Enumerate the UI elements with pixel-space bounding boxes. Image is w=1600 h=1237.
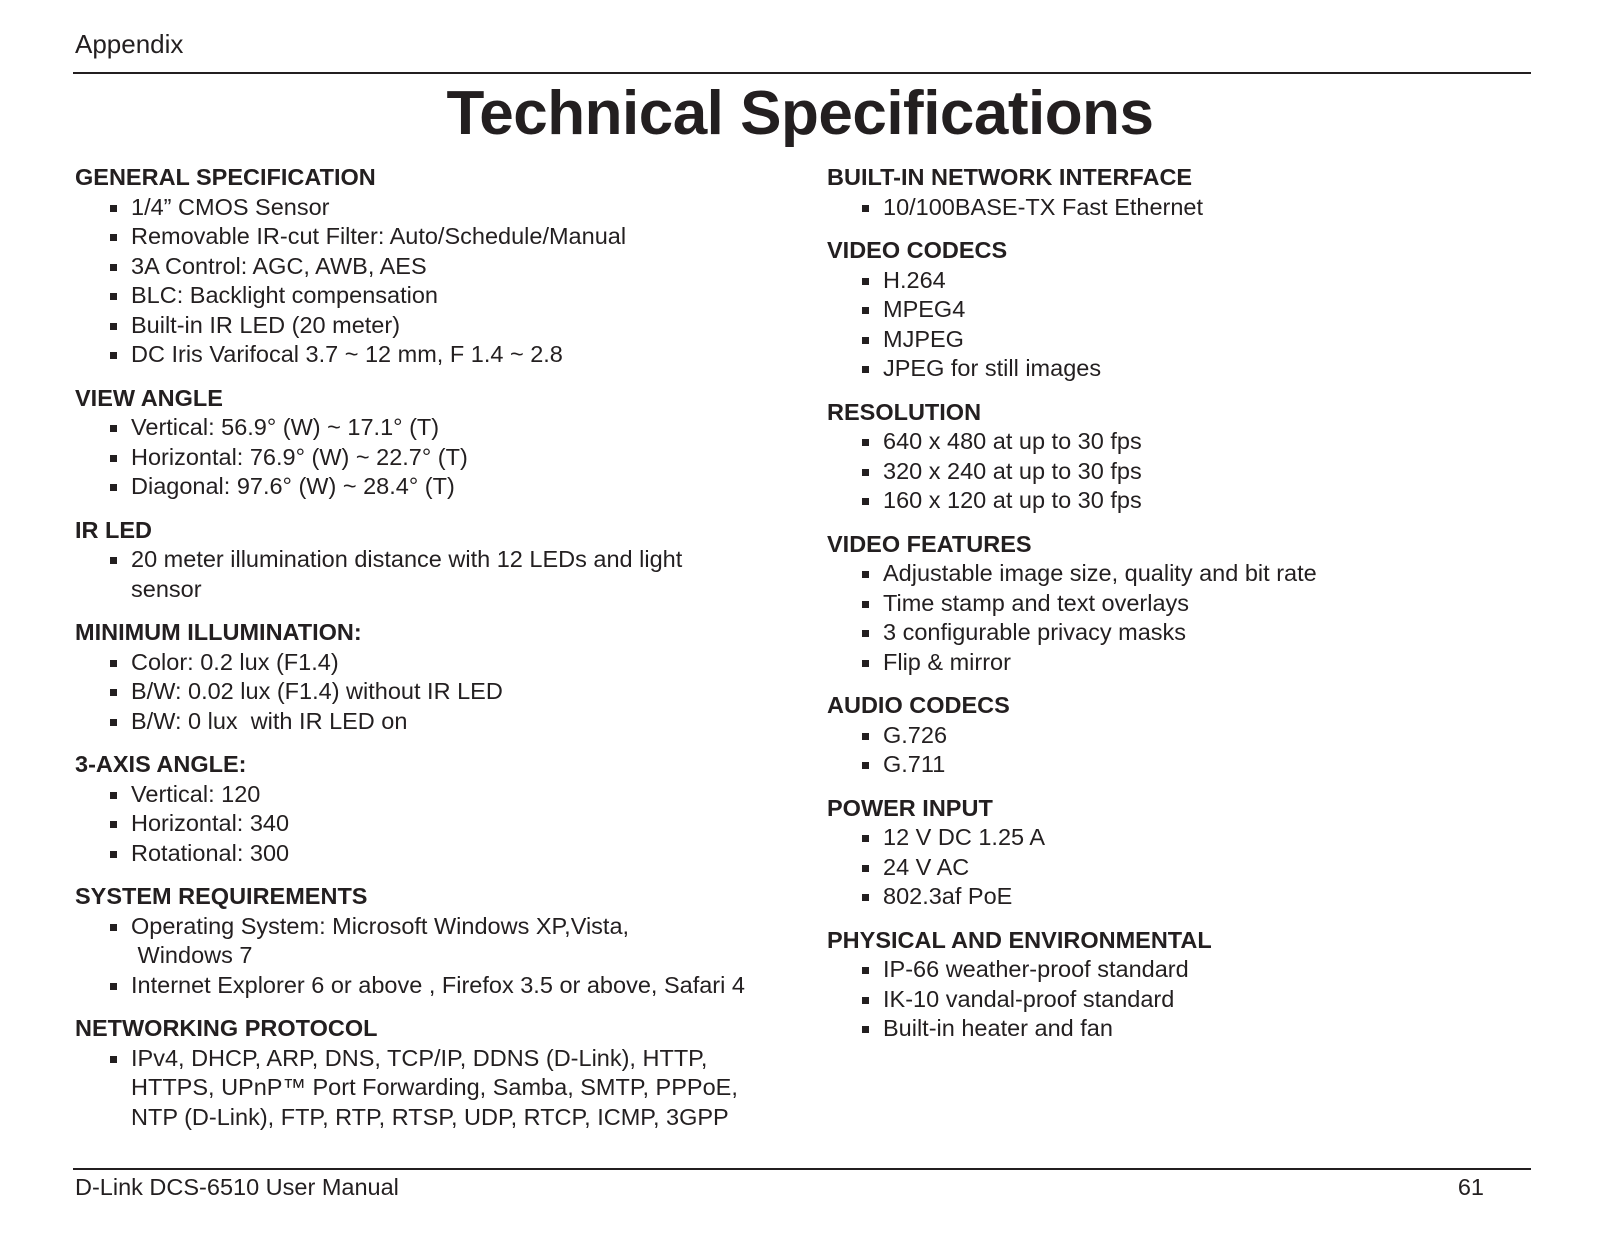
spec-list-item — [827, 882, 1527, 912]
spec-heading: RESOLUTION — [827, 398, 982, 425]
spec-list-item — [827, 853, 1527, 883]
spec-item-text: 3A Control: AGC, AWB, AES — [131, 252, 427, 279]
spec-item-text: BLC: Backlight compensation — [131, 282, 438, 308]
spec-list — [827, 955, 1527, 1044]
spec-list-item — [75, 677, 795, 707]
spec-item-text: 24 V AC — [883, 853, 970, 880]
square-bullet-icon — [110, 293, 117, 300]
spec-heading: POWER INPUT — [827, 794, 993, 821]
spec-section — [827, 926, 1527, 1044]
spec-heading: GENERAL SPECIFICATION — [75, 164, 376, 190]
spec-list-item — [75, 222, 795, 252]
right-spec-column — [827, 163, 1527, 1058]
spec-section — [827, 236, 1527, 384]
square-bullet-icon — [110, 425, 117, 432]
spec-list-item — [827, 721, 1527, 751]
square-bullet-icon — [110, 851, 117, 858]
spec-item-text: DC Iris Varifocal 3.7 ~ 12 mm, F 1.4 ~ 2.8 — [131, 341, 563, 367]
spec-section — [827, 398, 1527, 516]
square-bullet-icon — [110, 557, 117, 564]
spec-item-text: 320 x 240 at up to 30 fps — [883, 457, 1142, 484]
spec-section — [827, 163, 1527, 222]
square-bullet-icon — [110, 689, 117, 696]
spec-heading: VIDEO FEATURES — [827, 530, 1032, 557]
square-bullet-icon — [110, 792, 117, 799]
spec-list-item — [827, 486, 1527, 516]
square-bullet-icon — [110, 983, 117, 990]
spec-item-text: Removable IR-cut Filter: Auto/Schedule/Manual — [131, 223, 627, 249]
spec-list-item — [75, 413, 795, 443]
spec-list — [827, 193, 1527, 223]
spec-item-text: 12 V DC 1.25 A — [883, 824, 1045, 850]
spec-list-item — [827, 457, 1527, 487]
spec-section — [827, 530, 1527, 678]
square-bullet-icon — [862, 660, 869, 667]
spec-list-item — [75, 443, 795, 473]
square-bullet-icon — [862, 967, 869, 974]
spec-list — [827, 823, 1527, 912]
spec-item-text: Built-in heater and fan — [883, 1015, 1113, 1041]
spec-heading: MINIMUM ILLUMINATION: — [75, 619, 362, 645]
spec-list-item — [75, 193, 795, 223]
square-bullet-icon — [862, 894, 869, 901]
spec-item-text: Vertical: 56.9° (W) ~ 17.1° (T) — [131, 414, 440, 440]
spec-item-text: Time stamp and text overlays — [883, 589, 1190, 616]
spec-item-text: Internet Explorer 6 or above , Firefox 3.5 or above, Safari 4 — [131, 971, 745, 998]
spec-list — [75, 648, 795, 737]
spec-list-item — [827, 559, 1527, 589]
spec-list — [827, 559, 1527, 677]
spec-list-item — [827, 648, 1527, 678]
spec-list-item — [75, 971, 795, 1001]
spec-list-item — [75, 912, 795, 971]
spec-list — [75, 413, 795, 502]
page-number: 61 — [1457, 1174, 1484, 1200]
spec-item-text: 802.3af PoE — [883, 883, 1013, 909]
spec-list-item — [75, 1044, 795, 1133]
spec-item-text: Horizontal: 340 — [131, 810, 290, 836]
spec-list-item — [827, 325, 1527, 355]
spec-list — [75, 545, 795, 604]
spec-section — [75, 516, 795, 605]
spec-item-text: G.726 — [883, 721, 948, 748]
spec-item-text: 3 configurable privacy masks — [883, 619, 1187, 645]
square-bullet-icon — [110, 205, 117, 212]
square-bullet-icon — [862, 762, 869, 769]
section-label: Appendix — [75, 29, 184, 59]
square-bullet-icon — [862, 630, 869, 637]
spec-list-item — [827, 955, 1527, 985]
square-bullet-icon — [862, 469, 869, 476]
square-bullet-icon — [110, 821, 117, 828]
spec-list-item — [827, 823, 1527, 853]
square-bullet-icon — [862, 205, 869, 212]
spec-heading: VIEW ANGLE — [75, 384, 223, 411]
square-bullet-icon — [862, 439, 869, 446]
spec-heading: AUDIO CODECS — [827, 692, 1010, 718]
spec-list — [75, 780, 795, 869]
square-bullet-icon — [110, 323, 117, 330]
spec-list-item — [75, 780, 795, 810]
spec-heading: VIDEO CODECS — [827, 237, 1008, 263]
spec-section — [75, 1014, 795, 1132]
spec-section — [75, 750, 795, 868]
spec-item-text: Flip & mirror — [883, 648, 1011, 675]
spec-list-item — [827, 295, 1527, 325]
spec-list-item — [827, 427, 1527, 457]
spec-item-text: H.264 — [883, 266, 946, 293]
spec-list — [827, 266, 1527, 384]
spec-list-item — [827, 266, 1527, 296]
spec-list-item — [75, 311, 795, 341]
spec-section — [75, 618, 795, 736]
spec-item-text: B/W: 0.02 lux (F1.4) without IR LED — [131, 678, 503, 704]
square-bullet-icon — [862, 498, 869, 505]
square-bullet-icon — [862, 835, 869, 842]
footer-rule — [73, 1168, 1531, 1170]
spec-item-text: Operating System: Microsoft Windows XP,Vista, Windows 7 — [131, 912, 630, 968]
spec-list-item — [75, 472, 795, 502]
header-rule — [73, 72, 1531, 74]
spec-item-text: Built-in IR LED (20 meter) — [131, 311, 401, 338]
spec-list-item — [75, 839, 795, 869]
square-bullet-icon — [862, 1026, 869, 1033]
square-bullet-icon — [862, 601, 869, 608]
spec-item-text: Horizontal: 76.9° (W) ~ 22.7° (T) — [131, 443, 468, 470]
spec-heading: NETWORKING PROTOCOL — [75, 1015, 378, 1041]
square-bullet-icon — [110, 455, 117, 462]
square-bullet-icon — [110, 924, 117, 931]
square-bullet-icon — [110, 660, 117, 667]
square-bullet-icon — [110, 1056, 117, 1063]
square-bullet-icon — [110, 234, 117, 241]
spec-list-item — [827, 193, 1527, 223]
spec-list-item — [75, 707, 795, 737]
square-bullet-icon — [862, 733, 869, 740]
spec-list-item — [75, 340, 795, 370]
spec-item-text: IP-66 weather-proof standard — [883, 956, 1189, 982]
spec-list — [827, 721, 1527, 780]
spec-heading: BUILT-IN NETWORK INTERFACE — [827, 164, 1193, 190]
spec-item-text: Adjustable image size, quality and bit rate — [883, 560, 1317, 586]
left-spec-column — [75, 163, 795, 1146]
spec-list-item — [827, 354, 1527, 384]
spec-item-text: MPEG4 — [883, 296, 966, 322]
square-bullet-icon — [110, 484, 117, 491]
spec-list-item — [75, 648, 795, 678]
square-bullet-icon — [862, 337, 869, 344]
spec-list — [75, 912, 795, 1001]
spec-heading: IR LED — [75, 516, 153, 543]
spec-item-text: Rotational: 300 — [131, 839, 290, 866]
spec-list-item — [75, 252, 795, 282]
spec-list — [75, 1044, 795, 1133]
spec-item-text: 10/100BASE-TX Fast Ethernet — [883, 193, 1204, 220]
spec-item-text: B/W: 0 lux with IR LED on — [131, 707, 408, 734]
spec-section — [75, 384, 795, 502]
spec-item-text: Vertical: 120 — [131, 780, 261, 807]
footer-manual-name: D-Link DCS-6510 User Manual — [75, 1174, 399, 1200]
spec-section — [827, 794, 1527, 912]
spec-heading: 3-AXIS ANGLE: — [75, 751, 247, 777]
square-bullet-icon — [862, 997, 869, 1004]
spec-item-text: Color: 0.2 lux (F1.4) — [131, 648, 339, 675]
spec-item-text: IK-10 vandal-proof standard — [883, 985, 1175, 1012]
spec-item-text: MJPEG — [883, 325, 964, 352]
square-bullet-icon — [862, 865, 869, 872]
spec-item-text: Diagonal: 97.6° (W) ~ 28.4° (T) — [131, 473, 455, 499]
spec-section — [75, 882, 795, 1000]
spec-list-item — [827, 618, 1527, 648]
square-bullet-icon — [862, 366, 869, 373]
spec-list-item — [827, 589, 1527, 619]
square-bullet-icon — [862, 307, 869, 314]
spec-item-text: 640 x 480 at up to 30 fps — [883, 428, 1142, 454]
spec-section — [75, 163, 795, 370]
spec-list-item — [75, 281, 795, 311]
spec-item-text: JPEG for still images — [883, 355, 1102, 381]
spec-item-text: 1/4” CMOS Sensor — [131, 193, 330, 220]
square-bullet-icon — [110, 352, 117, 359]
square-bullet-icon — [862, 571, 869, 578]
spec-heading: SYSTEM REQUIREMENTS — [75, 883, 368, 909]
spec-heading: PHYSICAL AND ENVIRONMENTAL — [827, 926, 1212, 953]
spec-item-text: G.711 — [883, 751, 946, 777]
spec-list — [75, 193, 795, 370]
spec-list-item — [827, 1014, 1527, 1044]
spec-list-item — [75, 809, 795, 839]
square-bullet-icon — [110, 264, 117, 271]
spec-list-item — [827, 985, 1527, 1015]
spec-list — [827, 427, 1527, 516]
square-bullet-icon — [862, 278, 869, 285]
spec-list-item — [75, 545, 795, 604]
spec-item-text: IPv4, DHCP, ARP, DNS, TCP/IP, DDNS (D-Link), HTTP, HTTPS, UPnP™ Port Forwarding, Samba, SMTP, PPPoE, NTP (D-Link), FTP, RTP, RTSP, UDP, RTCP, ICMP, 3GPP — [131, 1044, 738, 1130]
page-title: Technical Specifications — [446, 79, 1154, 148]
spec-item-text: 20 meter illumination distance with 12 LEDs and light sensor — [131, 546, 683, 602]
square-bullet-icon — [110, 719, 117, 726]
spec-section — [827, 691, 1527, 780]
spec-item-text: 160 x 120 at up to 30 fps — [883, 487, 1142, 513]
spec-list-item — [827, 750, 1527, 780]
